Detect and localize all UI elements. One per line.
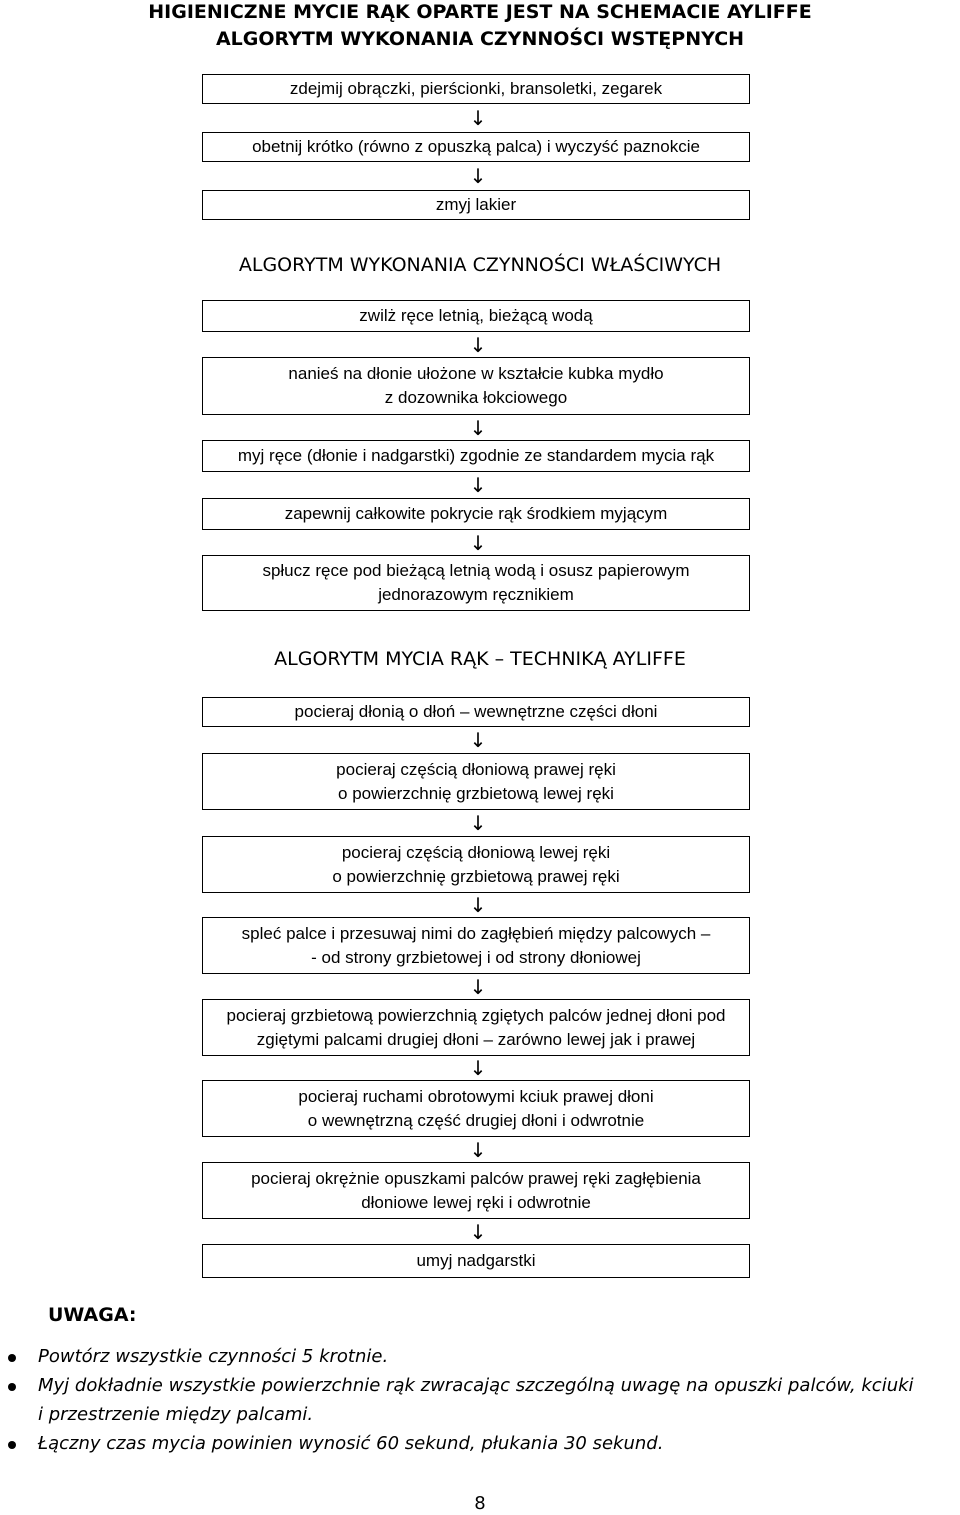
ayliffe-step-box	[202, 917, 750, 974]
step-text: zmyj lakier	[435, 195, 517, 214]
note-item	[0, 1342, 960, 1371]
arrow-down-icon: ↓	[469, 333, 487, 357]
ayliffe-step-box	[202, 836, 750, 893]
arrow-down-icon: ↓	[469, 728, 487, 752]
arrow-down-icon: ↓	[469, 811, 487, 835]
bullet-icon	[8, 1441, 16, 1449]
ayliffe-step-box	[202, 1080, 750, 1137]
note-text: i przestrzenie między palcami.	[38, 1404, 314, 1425]
preliminary-step-box	[202, 132, 750, 162]
proper-step-box	[202, 357, 750, 415]
arrow-down-icon: ↓	[469, 473, 487, 497]
arrow-down-icon: ↓	[469, 975, 487, 999]
note-item	[0, 1429, 960, 1458]
document-title: HIGIENICZNE MYCIE RĄK OPARTE JEST NA SCHEMACIE AYLIFFE	[148, 1, 812, 23]
arrow-down-icon: ↓	[469, 531, 487, 555]
step-text: spleć palce i przesuwaj nimi do zagłębień między palcowych –	[241, 923, 711, 943]
proper-step-box	[202, 440, 750, 472]
arrow-down-icon: ↓	[469, 1220, 487, 1244]
step-text: myj ręce (dłonie i nadgarstki) zgodnie ze standardem mycia rąk	[237, 446, 715, 465]
step-text: o powierzchnię grzbietową prawej ręki	[332, 866, 620, 886]
note-text: Łączny czas mycia powinien wynosić 60 sekund, płukania 30 sekund.	[38, 1433, 664, 1454]
preliminary-section-title: ALGORYTM WYKONANIA CZYNNOŚCI WSTĘPNYCH	[215, 28, 745, 50]
arrow-down-icon: ↓	[469, 1056, 487, 1080]
preliminary-step-box	[202, 74, 750, 104]
notes-list	[0, 1342, 960, 1458]
step-text: pocieraj częścią dłoniową prawej ręki	[336, 759, 616, 779]
step-text: - od strony grzbietowej i od strony dłoniowej	[311, 947, 641, 967]
step-text: zdejmij obrączki, pierścionki, bransoletki, zegarek	[289, 79, 663, 98]
step-text: z dozownika łokciowego	[384, 388, 568, 407]
step-text: o wewnętrzną część drugiej dłoni i odwrotnie	[307, 1110, 645, 1130]
step-text: obetnij krótko (równo z opuszką palca) i wyczyść paznokcie	[252, 137, 700, 156]
arrow-down-icon: ↓	[469, 893, 487, 917]
note-text: Myj dokładnie wszystkie powierzchnie rąk zwracając szczególną uwagę na opuszki palców, kciuki	[38, 1375, 914, 1396]
bullet-icon	[8, 1354, 16, 1362]
ayliffe-step-box	[202, 1162, 750, 1219]
ayliffe-step-box	[202, 999, 750, 1056]
step-text: zgiętymi palcami drugiej dłoni – zarówno lewej jak i prawej	[256, 1029, 696, 1049]
ayliffe-step-box	[202, 697, 750, 727]
arrow-down-icon: ↓	[469, 416, 487, 440]
notes-heading: UWAGA:	[48, 1304, 137, 1326]
proper-step-box	[202, 555, 750, 611]
step-text: pocieraj dłonią o dłoń – wewnętrzne części dłoni	[294, 702, 658, 721]
bullet-icon	[8, 1383, 16, 1391]
page-number: 8	[474, 1493, 486, 1514]
ayliffe-section-title: ALGORYTM MYCIA RĄK – TECHNIKĄ AYLIFFE	[274, 648, 686, 670]
step-text: dłoniowe lewej ręki i odwrotnie	[361, 1192, 591, 1212]
proper-step-box	[202, 498, 750, 530]
proper-step-box	[202, 300, 750, 332]
step-text: zwilż ręce letnią, bieżącą wodą	[359, 306, 593, 325]
note-item	[0, 1371, 960, 1429]
note-text: Powtórz wszystkie czynności 5 krotnie.	[38, 1346, 389, 1367]
step-text: pocieraj częścią dłoniową lewej ręki	[341, 842, 611, 862]
arrow-down-icon: ↓	[469, 1138, 487, 1162]
step-text: pocieraj ruchami obrotowymi kciuk prawej dłoni	[298, 1086, 654, 1106]
arrow-down-icon: ↓	[469, 164, 487, 188]
step-text: pocieraj okrężnie opuszkami palców prawej ręki zagłębienia	[251, 1168, 701, 1188]
step-text: zapewnij całkowite pokrycie rąk środkiem myjącym	[284, 504, 668, 523]
step-text: umyj nadgarstki	[416, 1251, 536, 1270]
step-text: o powierzchnię grzbietową lewej ręki	[338, 783, 614, 803]
preliminary-step-box	[202, 190, 750, 220]
ayliffe-step-box	[202, 1244, 750, 1278]
step-text: pocieraj grzbietową powierzchnią zgiętych palców jednej dłoni pod	[226, 1005, 726, 1025]
arrow-down-icon: ↓	[469, 106, 487, 130]
step-text: spłucz ręce pod bieżącą letnią wodą i osusz papierowym	[262, 561, 690, 580]
step-text: jednorazowym ręcznikiem	[378, 585, 574, 604]
ayliffe-step-box	[202, 753, 750, 810]
proper-section-title: ALGORYTM WYKONANIA CZYNNOŚCI WŁAŚCIWYCH	[238, 254, 722, 276]
step-text: nanieś na dłonie ułożone w kształcie kubka mydło	[288, 364, 664, 383]
